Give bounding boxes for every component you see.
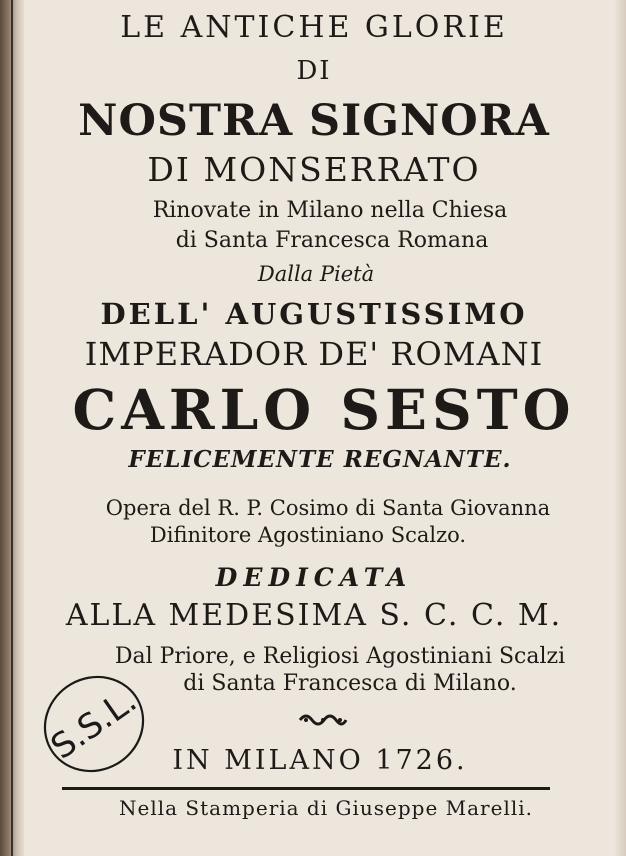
page-edge-shadow	[614, 0, 626, 856]
patron-reign: FELICEMENTE REGNANTE.	[128, 446, 512, 473]
subtitle-line-1: Rinovate in Milano nella Chiesa	[152, 198, 508, 223]
title-line-4: DI MONSERRATO	[147, 150, 481, 189]
library-stamp-text: S.S.L.	[43, 680, 145, 768]
binding-line	[11, 0, 13, 856]
dedicator-line-2: di Santa Francesca di Milano.	[183, 671, 517, 696]
title-line-2: DI	[296, 56, 332, 86]
patron-name: CARLO SESTO	[72, 377, 576, 442]
imprint-place-date: IN MILANO 1726.	[172, 745, 468, 776]
patron-line-1: DELL' AUGUSTISSIMO	[100, 297, 528, 331]
patron-intro: Dalla Pietà	[257, 262, 375, 286]
patron-line-2: IMPERADOR DE' ROMANI	[84, 335, 544, 373]
dedication-heading: DEDICATA	[215, 563, 413, 592]
dedication-line: ALLA MEDESIMA S. C. C. M.	[65, 598, 563, 633]
title-line-1: LE ANTICHE GLORIE	[120, 10, 508, 45]
printer-line: Nella Stamperia di Giuseppe Marelli.	[119, 796, 533, 820]
dedicator-line-1: Dal Priore, e Religiosi Agostiniani Scalzi	[114, 644, 566, 669]
subtitle-line-2: di Santa Francesca Romana	[175, 228, 489, 253]
printer-ornament-icon	[298, 710, 348, 730]
title-line-3: NOSTRA SIGNORA	[78, 96, 550, 146]
author-line-2: Difinitore Agostiniano Scalzo.	[149, 523, 467, 547]
imprint-rule	[62, 787, 550, 791]
author-line-1: Opera del R. P. Cosimo di Santa Giovanna	[105, 496, 551, 520]
